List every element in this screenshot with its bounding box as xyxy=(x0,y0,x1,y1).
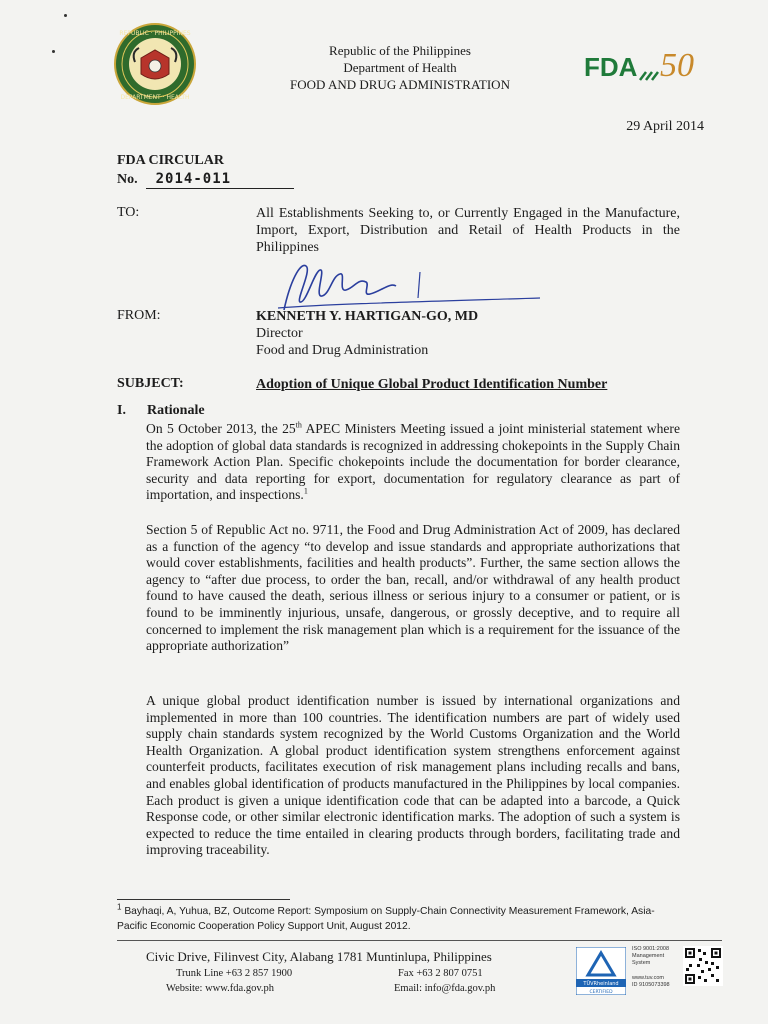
anniversary-number: 50 xyxy=(660,47,694,84)
footnote-mark: 1 xyxy=(117,902,122,912)
iso-certification-text: ISO 9001:2008 Management System www.tuv.com ID 9105073398 xyxy=(632,946,670,988)
subject-value: Adoption of Unique Global Product Identification Number xyxy=(256,377,608,392)
footer-divider xyxy=(117,940,722,941)
footer-trunk-line: Trunk Line +63 2 857 1900 xyxy=(176,968,293,979)
footnote-reference: 1 xyxy=(303,486,308,496)
section-title: Rationale xyxy=(147,403,205,418)
document-date: 29 April 2014 xyxy=(626,119,704,134)
tuv-label: TÜVRheinland xyxy=(583,981,619,987)
footnote-text: Bayhaqi, A, Yuhua, BZ, Outcome Report: Symposium on Supply-Chain Connectivity Measurement Framework, Asia-Pacific Economic Cooperation Policy Support Unit, August 2012. xyxy=(117,906,655,932)
circular-block xyxy=(117,152,294,189)
from-block xyxy=(256,308,680,359)
from-name: KENNETH Y. HARTIGAN-GO, MD xyxy=(256,309,479,324)
letterhead xyxy=(250,42,550,93)
circular-title: FDA CIRCULAR xyxy=(117,153,224,168)
footer-address: Civic Drive, Filinvest City, Alabang 1781 Muntinlupa, Philippines xyxy=(146,949,492,964)
fda-logo-text: FDA xyxy=(584,52,638,82)
letterhead-country: Republic of the Philippines xyxy=(329,43,471,58)
to-label: TO: xyxy=(117,205,140,220)
paragraph-1: On 5 October 2013, the 25th APEC Ministers Meeting issued a joint ministerial statement where the adoption of global data standards is recognized in addressing chokepoints in the Supply Chain Framework Action Plan. Specific chokepoints include the documentation for border clearance, security and data reporting for export, documentation for regulatory clearance as part of importation, and inspections.$^1$ xyxy=(146,420,680,503)
footer-fax: Fax +63 2 807 0751 xyxy=(398,968,483,979)
paragraph-2: Section 5 of Republic Act no. 9711, the Food and Drug Administration Act of 2009, has declared as a function of the agency “to develop and issue standards and appropriate authorizations that would cover establishments, facilities and health products”. Further, the same section allows the agency to “after due process, to order the ban, recall, and/or withdrawal of any health product found to have caused the death, serious illness or serious injury to a consumer or patient, or is found to be imminently injurious, unsafe, dangerous, or grossly deceptive, and to require all concerned to implement the risk management plan which is a requirement for the issuance of the appropriate authorization” xyxy=(146,522,680,654)
doh-seal-logo xyxy=(113,22,197,106)
scan-speck xyxy=(64,14,67,17)
from-office: Food and Drug Administration xyxy=(256,343,429,358)
paragraph-3: A unique global product identification number is issued by international organizations and implemented in more than 100 countries. The identification numbers are part of widely used supply chain standards system recognized by the World Customs Organization and the World Health Organization. A global product identification system strengthens enforcement against counterfeit products, facilitates execution of risk management plans including recalls and bans, and enables global identification of products manufactured in the Philippines by local companies. Each product is given a unique identification code that can be adapted into a barcode, a Quick Response code, or other similar electronic identification marks. The adoption of such a system is expected to reduce the time entailed in clearing products through borders, facilitating trade and improving traceability. xyxy=(146,693,680,858)
subject-label: SUBJECT: xyxy=(117,376,184,391)
from-title: Director xyxy=(256,326,303,341)
svg-text:DEPARTMENT · HEALTH: DEPARTMENT · HEALTH xyxy=(120,94,190,101)
letterhead-agency: FOOD AND DRUG ADMINISTRATION xyxy=(290,77,510,92)
footer-email: Email: info@fda.gov.ph xyxy=(394,983,496,994)
qr-code xyxy=(683,946,723,986)
section-heading xyxy=(117,403,205,419)
svg-text:REPUBLIC · PHILIPPINES: REPUBLIC · PHILIPPINES xyxy=(119,30,191,37)
fda-50-logo xyxy=(580,42,720,86)
tuv-certification-badge xyxy=(576,947,626,995)
footnote xyxy=(117,904,677,934)
footer-website: Website: www.fda.gov.ph xyxy=(166,983,275,994)
circular-number: 2014-011 xyxy=(146,170,294,189)
letterhead-department: Department of Health xyxy=(343,60,457,75)
footnote-divider xyxy=(117,899,290,900)
circular-number-label: No. xyxy=(117,172,138,187)
scan-speck xyxy=(52,50,55,53)
tuv-certified-label: CERTIFIED xyxy=(589,990,613,995)
to-value: All Establishments Seeking to, or Currently Engaged in the Manufacture, Import, Export, Distribution and Retail of Health Products in the Philippines xyxy=(256,206,680,255)
section-number: I. xyxy=(117,403,126,418)
from-label: FROM: xyxy=(117,308,161,323)
